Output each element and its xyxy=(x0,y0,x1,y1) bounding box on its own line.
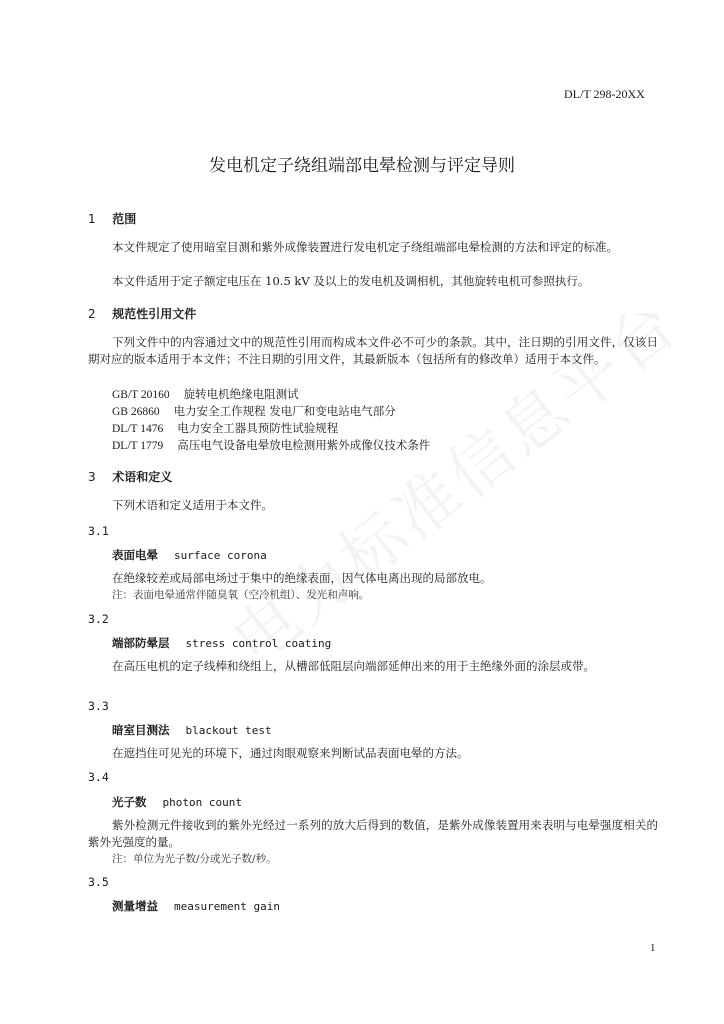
section-number: 1 xyxy=(88,212,96,226)
section-heading-terms-definitions xyxy=(88,468,172,485)
term-number: 3.1 xyxy=(88,524,109,538)
term-chinese: 表面电晕 xyxy=(112,548,158,562)
term-number: 3.3 xyxy=(88,699,109,713)
term-chinese: 暗室目测法 xyxy=(112,723,170,737)
scope-paragraph-1: 本文件规定了使用暗室目测和紫外成像装置进行发电机定子绕组端部电晕检测的方法和评定的标准。 xyxy=(112,240,618,254)
section-title: 规范性引用文件 xyxy=(112,307,197,321)
term-english: stress control coating xyxy=(185,637,332,650)
section-heading-scope xyxy=(88,210,136,227)
reference-code: GB 26860 xyxy=(112,406,160,418)
reference-item xyxy=(112,403,396,419)
section-heading-normative-references xyxy=(88,305,196,322)
term-english: measurement gain xyxy=(174,900,280,913)
term-english: blackout test xyxy=(185,724,272,737)
term-entry xyxy=(112,547,267,563)
document-title: 发电机定子绕组端部电晕检测与评定导则 xyxy=(209,156,515,176)
term-chinese: 光子数 xyxy=(112,795,147,809)
term-note: 注：表面电晕通常伴随臭氧（空冷机组）、发光和声响。 xyxy=(112,589,370,601)
reference-title: 高压电气设备电晕放电检测用紫外成像仪技术条件 xyxy=(177,438,431,452)
reference-item xyxy=(112,386,299,402)
references-intro: 下列文件中的内容通过文中的规范性引用而构成本文件必不可少的条款。其中，注日期的引用文件，仅该日期对应的版本适用于本文件；不注日期的引用文件，其最新版本（包括所有的修改单）适用于本文件。 xyxy=(88,335,658,366)
term-number: 3.4 xyxy=(88,770,109,784)
term-entry xyxy=(112,722,272,738)
term-entry xyxy=(112,794,242,810)
section-number: 3 xyxy=(88,470,96,484)
term-english: photon count xyxy=(162,796,242,809)
term-note: 注：单位为光子数/分或光子数/秒。 xyxy=(112,853,277,865)
document-code: DL/T 298-20XX xyxy=(564,87,645,101)
term-number: 3.2 xyxy=(88,612,109,626)
section-title: 范围 xyxy=(112,212,137,226)
term-english: surface corona xyxy=(174,549,267,562)
reference-title: 电力安全工作规程 发电厂和变电站电气部分 xyxy=(173,404,396,418)
term-definition: 在绝缘较差或局部电场过于集中的绝缘表面，因气体电离出现的局部放电。 xyxy=(112,571,492,585)
term-definition: 在遮挡住可见光的环境下，通过肉眼观察来判断试品表面电晕的方法。 xyxy=(112,746,469,760)
reference-item xyxy=(112,420,338,436)
term-definition: 在高压电机的定子线棒和绕组上，从槽部低阻层向端部延伸出来的用于主绝缘外面的涂层或带。 xyxy=(112,659,595,673)
reference-code: DL/T 1476 xyxy=(112,423,164,435)
reference-code: GB/T 20160 xyxy=(112,389,170,401)
section-number: 2 xyxy=(88,307,96,321)
terms-intro: 下列术语和定义适用于本文件。 xyxy=(112,498,273,512)
scope-paragraph-2: 本文件适用于定子额定电压在 10.5 kV 及以上的发电机及调相机，其他旋转电机可参照执行。 xyxy=(112,274,590,288)
term-entry xyxy=(112,898,280,914)
reference-code: DL/T 1779 xyxy=(112,440,164,452)
term-entry xyxy=(112,635,331,651)
term-chinese: 测量增益 xyxy=(112,899,158,913)
section-title: 术语和定义 xyxy=(112,470,173,484)
term-number: 3.5 xyxy=(88,875,109,889)
reference-title: 电力安全工器具预防性试验规程 xyxy=(177,421,339,435)
reference-item xyxy=(112,437,430,453)
term-definition: 紫外检测元件接收到的紫外光经过一系列的放大后得到的数值，是紫外成像装置用来表明与电晕强度相关的紫外光强度的量。 xyxy=(88,818,658,849)
term-chinese: 端部防晕层 xyxy=(112,636,170,650)
page-number: 1 xyxy=(650,942,656,954)
reference-title: 旋转电机绝缘电阻测试 xyxy=(183,387,299,401)
